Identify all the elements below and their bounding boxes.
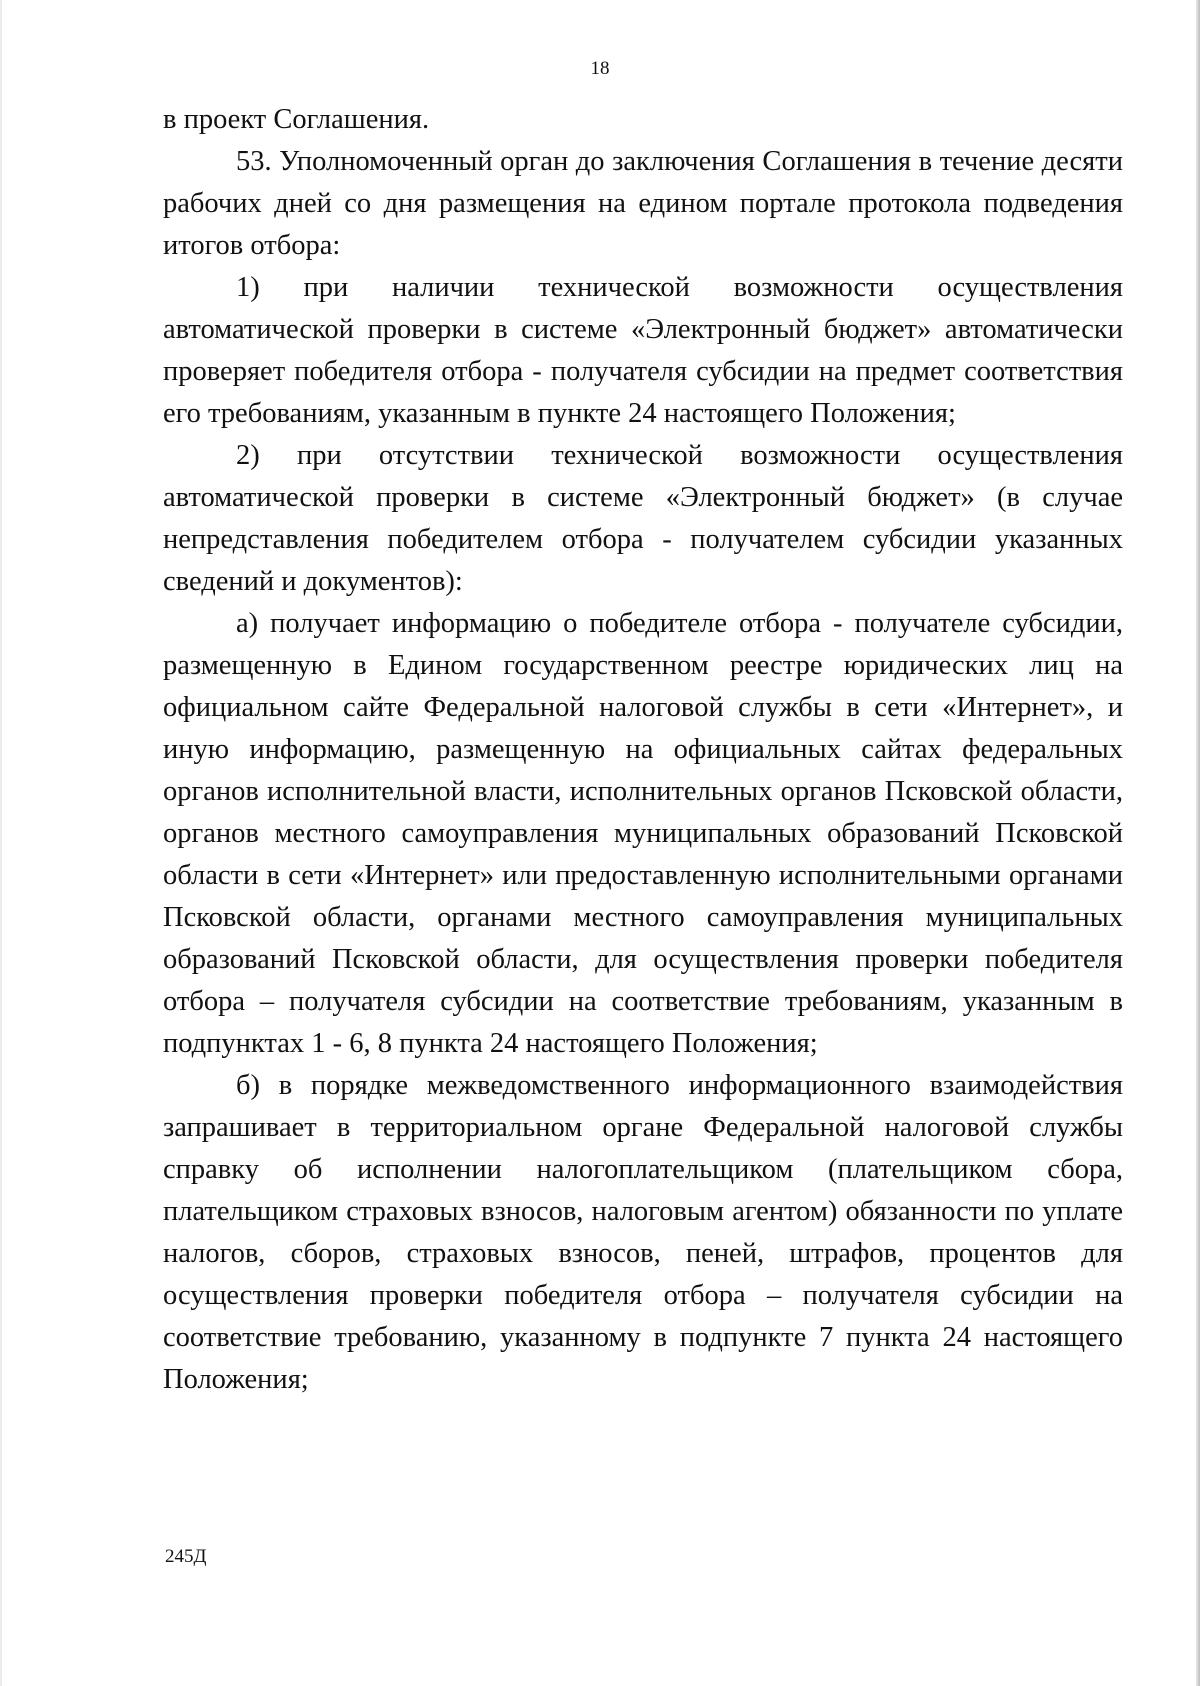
page-number: 18 <box>590 58 610 79</box>
paragraph-item-53: 53. Уполномоченный орган до заключения Соглашения в течение десяти рабочих дней со дня размещения на едином портале протокола подведения итогов отбора: <box>163 146 1123 261</box>
scan-edge-right <box>1196 0 1200 1686</box>
paragraph-continuation: в проект Соглашения. <box>163 104 430 135</box>
paragraph-subitem-a: а) получает информацию о победителе отбора - получателе субсидии, размещенную в Едином государственном реестре юридических лиц на официальном сайте Федеральной налоговой службы в сети «Интернет», и иную информацию, размещенную на официальных сайтах федеральных органов исполнительной власти, исполнительных органов Псковской области, органов местного самоуправления муниципальных образований Псковской области в сети «Интернет» или предоставленную исполнительными органами Псковской области, органами местного самоуправления муниципальных образований Псковской области, для осуществления проверки победителя отбора – получателя субсидии на соответствие требованиям, указанным в подпунктах 1 - 6, 8 пункта 24 настоящего Положения; <box>163 608 1123 1059</box>
document-body <box>163 99 1123 1401</box>
paragraph-subitem-2: 2) при отсутствии технической возможности осуществления автоматической проверки в системе «Электронный бюджет» (в случае непредставления победителем отбора - получателем субсидии указанных сведений и документов): <box>163 440 1123 597</box>
scan-edge-left <box>0 0 2 1686</box>
paragraph-subitem-b: б) в порядке межведомственного информационного взаимодействия запрашивает в территориальном органе Федеральной налоговой службы справку об исполнении налогоплательщиком (плательщиком сбора, плательщиком страховых взносов, налоговым агентом) обязанности по уплате налогов, сборов, страховых взносов, пеней, штрафов, процентов для осуществления проверки победителя отбора – получателя субсидии на соответствие требованию, указанному в подпункте 7 пункта 24 настоящего Положения; <box>163 1070 1123 1395</box>
paragraph-subitem-1: 1) при наличии технической возможности осуществления автоматической проверки в системе «Электронный бюджет» автоматически проверяет победителя отбора - получателя субсидии на предмет соответствия его требованиям, указанным в пункте 24 настоящего Положения; <box>163 272 1123 429</box>
document-code: 245Д <box>165 1546 207 1567</box>
